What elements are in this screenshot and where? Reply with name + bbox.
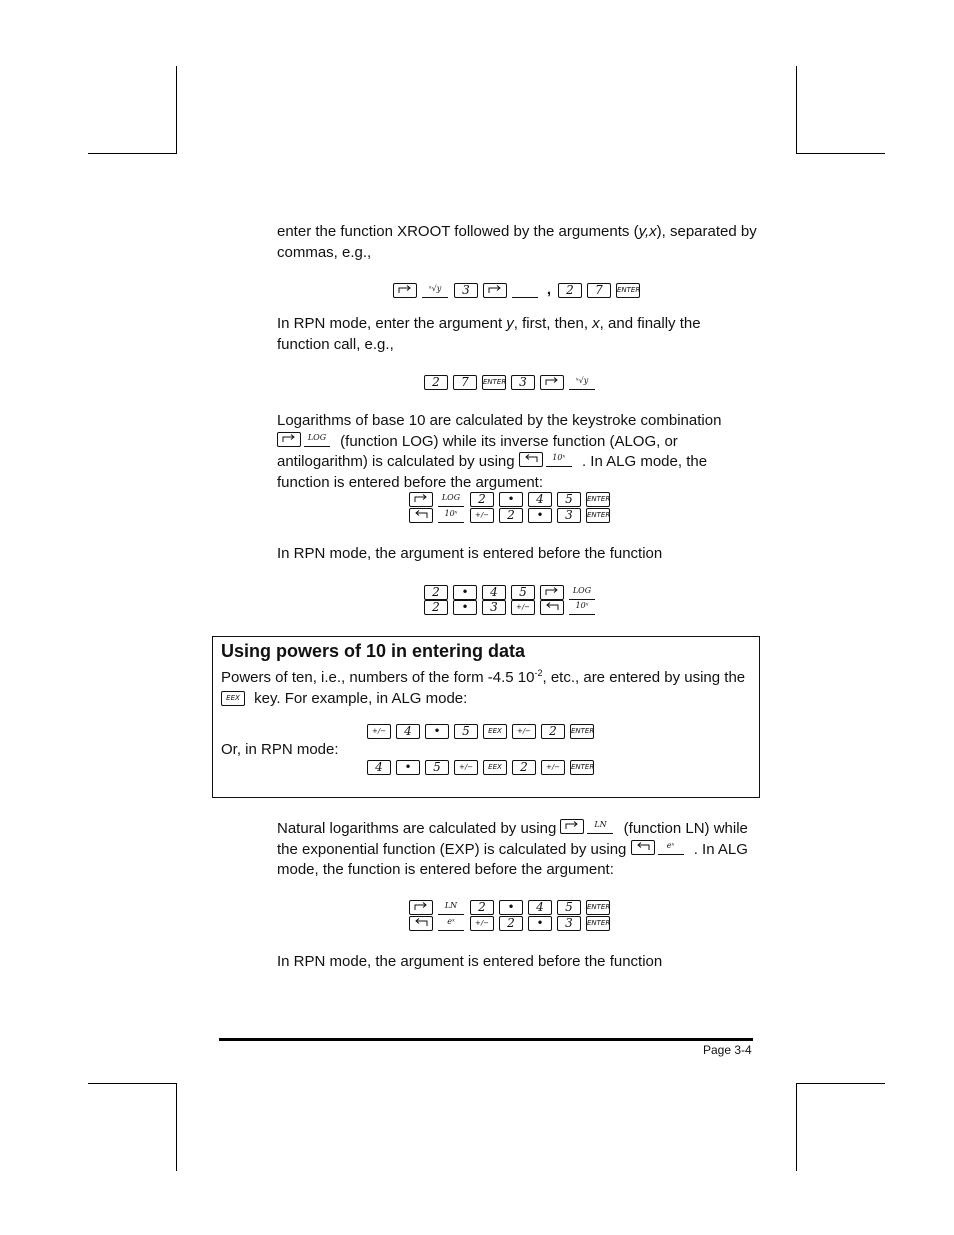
footer-rule <box>219 1038 753 1041</box>
crop-mark <box>796 66 797 154</box>
intro-text: ), separated by commas, e.g., <box>277 223 757 261</box>
log-text: . In ALG mode, the function is entered before the argument: <box>277 453 708 491</box>
key-3: 3 <box>557 508 581 523</box>
exp-label: eˣ <box>658 840 684 855</box>
dot-key: • <box>453 585 477 600</box>
key-3: 3 <box>511 375 535 390</box>
section-title: Using powers of 10 in entering data <box>221 641 526 661</box>
ln-text: Natural logarithms are calculated by using <box>277 820 557 838</box>
log-paragraph <box>277 411 757 493</box>
xroot-label: ˣ√y <box>422 283 448 298</box>
keystroke-sequence-log-alg <box>409 492 615 507</box>
eex-key: EEX <box>483 724 507 739</box>
blank-label <box>512 283 538 298</box>
inline-exp-key <box>631 840 690 861</box>
crop-mark <box>176 1083 177 1171</box>
chs-key: +/− <box>512 724 536 739</box>
dot-key: • <box>425 724 449 739</box>
key-3: 3 <box>454 283 478 298</box>
key-5: 5 <box>557 900 581 915</box>
alog-label: 10ˣ <box>438 508 464 523</box>
key-7: 7 <box>453 375 477 390</box>
crop-mark <box>88 153 176 154</box>
dot-key: • <box>528 916 552 931</box>
powers-text: , etc., are entered by using the <box>542 669 746 686</box>
right-shift-key <box>560 819 584 834</box>
keystroke-sequence-eex-rpn <box>367 760 599 775</box>
enter-key: ENTER <box>482 375 506 390</box>
keystroke-sequence-xroot-rpn <box>424 375 601 390</box>
key-4: 4 <box>482 585 506 600</box>
key-5: 5 <box>425 760 449 775</box>
alog-label: 10ˣ <box>546 452 572 467</box>
exponent: -2 <box>534 668 543 678</box>
ln-text: (function LN) while the exponential function (EXP) is calculated by using <box>277 820 748 858</box>
keystroke-sequence-log-rpn <box>424 585 601 600</box>
key-2: 2 <box>424 375 448 390</box>
ln-paragraph <box>277 819 757 881</box>
left-shift-key <box>409 508 433 523</box>
comma-key: , <box>546 281 552 298</box>
key-2: 2 <box>541 724 565 739</box>
log-label: LOG <box>304 432 330 447</box>
var-y: y <box>638 223 645 240</box>
inline-log-key <box>277 432 336 453</box>
chs-key: +/− <box>511 600 535 615</box>
chs-key: +/− <box>470 508 494 523</box>
right-shift-key <box>483 283 507 298</box>
key-4: 4 <box>367 760 391 775</box>
key-2: 2 <box>499 916 523 931</box>
dot-key: • <box>396 760 420 775</box>
left-shift-key <box>519 452 543 467</box>
key-2: 2 <box>558 283 582 298</box>
ln-text: . In ALG mode, the function is entered before the argument: <box>277 840 748 879</box>
rpn-ln-text: In RPN mode, the argument is entered before the function <box>277 953 663 970</box>
left-shift-key <box>409 916 433 931</box>
crop-mark <box>797 1083 885 1084</box>
key-5: 5 <box>454 724 478 739</box>
keystroke-sequence-alog-rpn <box>424 600 601 615</box>
right-shift-key <box>277 432 301 447</box>
powers-text: Powers of ten, i.e., numbers of the form -4.5 10 <box>221 669 535 686</box>
key-2: 2 <box>512 760 536 775</box>
enter-key: ENTER <box>586 916 610 931</box>
powers-of-ten-box <box>212 636 760 798</box>
keystroke-sequence-ln-alg <box>409 900 615 915</box>
enter-key: ENTER <box>586 492 610 507</box>
dot-key: • <box>453 600 477 615</box>
eex-key: EEX <box>483 760 507 775</box>
left-shift-key <box>631 840 655 855</box>
keystroke-sequence-alog-alg <box>409 508 615 523</box>
powers-box-body <box>221 663 751 709</box>
ln-label: LN <box>438 900 464 915</box>
dot-key: • <box>499 492 523 507</box>
enter-key: ENTER <box>570 724 594 739</box>
eex-key-inline: EEX <box>221 691 245 706</box>
keystroke-sequence-exp-alg <box>409 916 615 931</box>
page-number: Page 3-4 <box>703 1043 752 1057</box>
keystroke-sequence-eex-alg <box>367 724 599 739</box>
enter-key: ENTER <box>616 283 640 298</box>
enter-key: ENTER <box>586 900 610 915</box>
key-5: 5 <box>511 585 535 600</box>
crop-mark <box>88 1083 176 1084</box>
crop-mark <box>796 1083 797 1171</box>
rpn-ln-paragraph <box>277 952 757 973</box>
chs-key: +/− <box>367 724 391 739</box>
log-text: (function LOG) while its inverse function (ALOG, or antilogarithm) is calculated by using <box>277 432 678 471</box>
chs-key: +/− <box>541 760 565 775</box>
xroot-label: ˣ√y <box>569 375 595 390</box>
key-4: 4 <box>528 900 552 915</box>
right-shift-key <box>540 585 564 600</box>
chs-key: +/− <box>470 916 494 931</box>
log-text: Logarithms of base 10 are calculated by the keystroke combination <box>277 412 722 429</box>
right-shift-key <box>393 283 417 298</box>
dot-key: • <box>528 508 552 523</box>
key-2: 2 <box>470 900 494 915</box>
powers-text: key. For example, in ALG mode: <box>254 689 468 707</box>
intro-text: enter the function XROOT followed by the arguments ( <box>277 223 639 240</box>
var-x: x <box>592 315 600 332</box>
log-label: LOG <box>438 492 464 507</box>
rpn-log-paragraph <box>277 544 757 565</box>
rpn-xroot-paragraph <box>277 314 757 355</box>
enter-key: ENTER <box>586 508 610 523</box>
var-x: x <box>649 223 657 240</box>
exp-label: eˣ <box>438 916 464 931</box>
right-shift-key <box>409 492 433 507</box>
alog-label: 10ˣ <box>569 600 595 615</box>
var-sep: , <box>644 223 650 240</box>
rpn-text: In RPN mode, enter the argument <box>277 315 507 332</box>
var-y: y <box>506 315 514 332</box>
keystroke-sequence-xroot-alg <box>393 283 645 298</box>
intro-paragraph <box>277 222 757 263</box>
key-3: 3 <box>482 600 506 615</box>
key-2: 2 <box>499 508 523 523</box>
key-2: 2 <box>424 600 448 615</box>
key-4: 4 <box>396 724 420 739</box>
key-4: 4 <box>528 492 552 507</box>
ln-label: LN <box>587 819 613 834</box>
chs-key: +/− <box>454 760 478 775</box>
key-2: 2 <box>424 585 448 600</box>
left-shift-key <box>540 600 564 615</box>
key-5: 5 <box>557 492 581 507</box>
rpn-mode-label: Or, in RPN mode: <box>221 741 339 758</box>
inline-alog-key <box>519 452 578 473</box>
key-2: 2 <box>470 492 494 507</box>
inline-ln-key <box>560 819 619 840</box>
crop-mark <box>797 153 885 154</box>
rpn-text: , first, then, <box>513 315 593 332</box>
crop-mark <box>176 66 177 154</box>
right-shift-key <box>409 900 433 915</box>
enter-key: ENTER <box>570 760 594 775</box>
rpn-text: , and finally the function call, e.g., <box>277 315 701 353</box>
right-shift-key <box>540 375 564 390</box>
key-3: 3 <box>557 916 581 931</box>
rpn-log-text: In RPN mode, the argument is entered before the function <box>277 545 663 562</box>
key-7: 7 <box>587 283 611 298</box>
dot-key: • <box>499 900 523 915</box>
log-label: LOG <box>569 585 595 600</box>
